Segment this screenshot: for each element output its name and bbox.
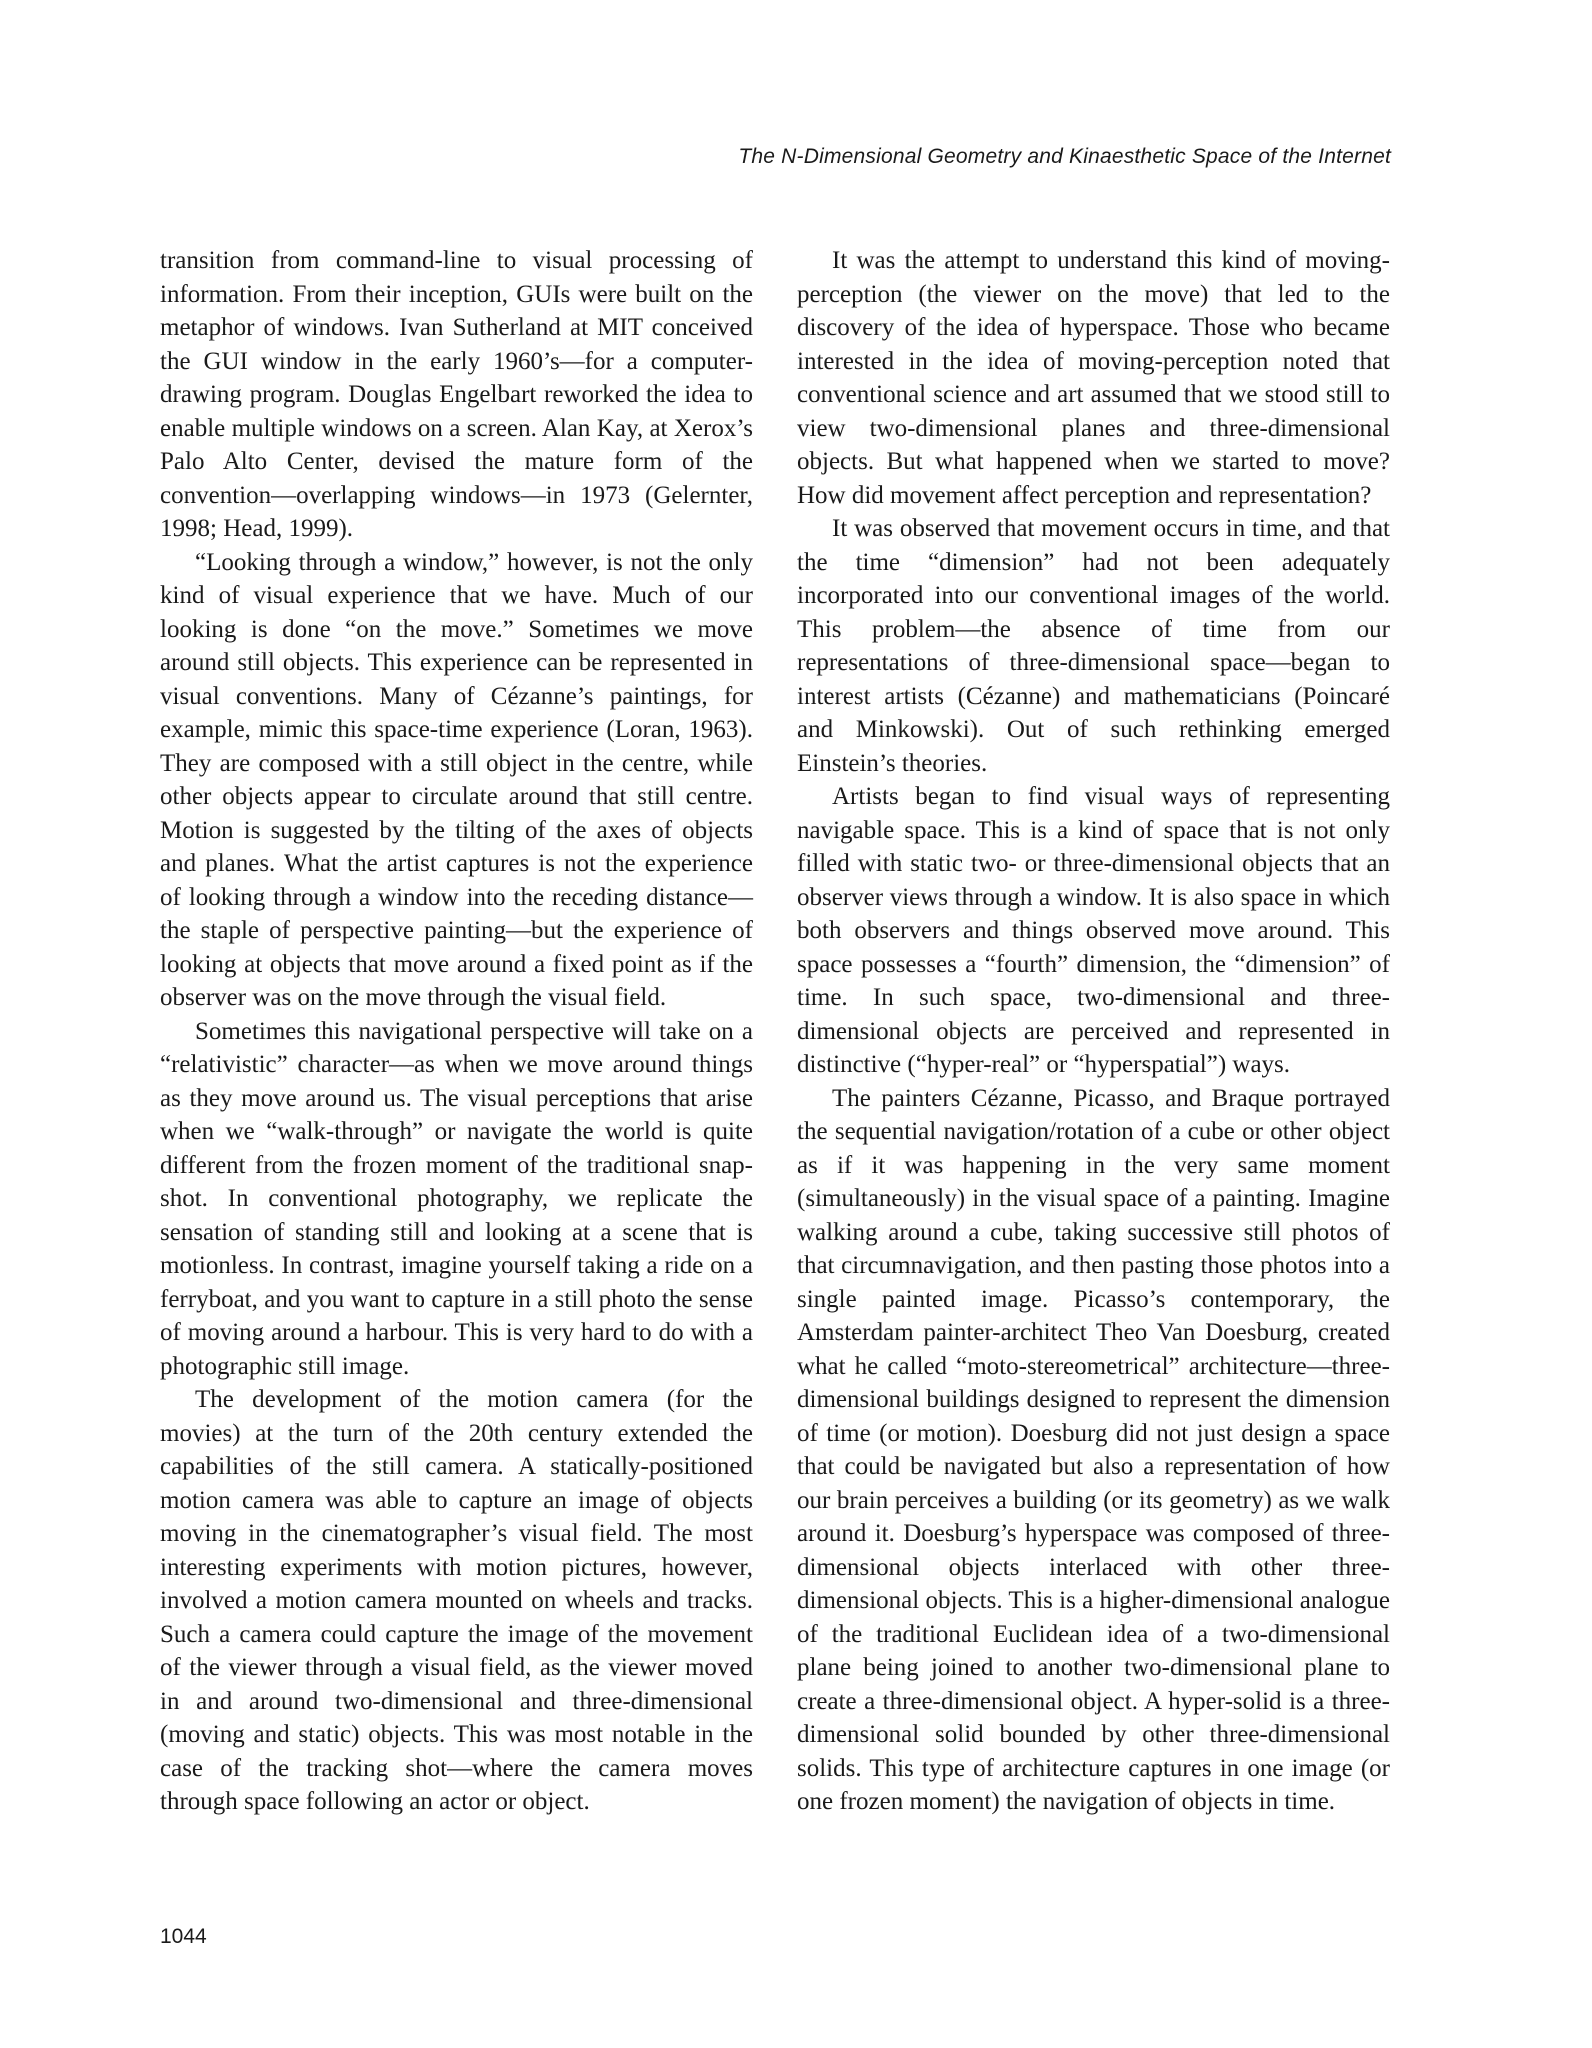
- paragraph: “Looking through a window,” however, is not the only kind of visual experience that we have. Much of our looking is done “on the move.” Sometimes we move around still objects. This experience can be represented in visual conventions. Many of Cézanne’s paintings, for example, mimic this space-time experience (Loran, 1963). They are composed with a still object in the centre, while other objects appear to circulate around that still centre. Motion is suggested by the tilting of the axes of objects and planes. What the artist captures is not the experience of looking through a window into the receding distance—the staple of perspective painting—but the experience of looking at objects that move around a fixed point as if the observer was on the move through the visual field.: [160, 548, 753, 1011]
- paragraph: The painters Cézanne, Picasso, and Braque portrayed the sequential navigation/rotation of a cube or other object as if it was happening in the very same moment (simultaneously) in the visual space of a painting. Imagine walking around a cube, taking successive still photos of that circumnavigation, and then pasting those photos into a single painted image. Picasso’s contemporary, the Amsterdam painter-architect Theo Van Doesburg, created what he called “moto-stereometrical” architecture—three-dimensional buildings designed to represent the dimension of time (or motion). Doesburg did not just design a space that could be navigated but also a representation of how our brain perceives a building (or its geometry) as we walk around it. Doesburg’s hyperspace was composed of three-dimensional objects interlaced with other three-dimensional objects. This is a higher-dimensional analogue of the traditional Euclidean idea of a two-dimensional plane being joined to another two-dimensional plane to create a three-dimensional object. A hyper-solid is a three-dimensional solid bounded by other three-dimensional solids. This type of architecture captures in one image (or one frozen moment) the navigation of objects in time.: [797, 1084, 1390, 1815]
- page-number: 1044: [160, 1925, 207, 1948]
- paragraph: Sometimes this navigational perspective will take on a “relativistic” character—as when we move around things as they move around us. The visual perceptions that arise when we “walk-through” or navigate the world is quite different from the frozen moment of the traditional snap-shot. In conventional photography, we replicate the sensation of standing still and looking at a scene that is motionless. In contrast, imagine yourself taking a ride on a ferryboat, and you want to capture in a still photo the sense of moving around a harbour. This is very hard to do with a photographic still image.: [160, 1017, 753, 1380]
- paragraph: It was the attempt to understand this kind of moving-perception (the viewer on the move) that led to the discovery of the idea of hyperspace. Those who became interested in the idea of moving-perception noted that conventional science and art assumed that we stood still to view two-dimensional planes and three-dimensional objects. But what happened when we started to move? How did movement affect perception and representation?: [797, 247, 1390, 509]
- running-head-title: The N-Dimensional Geometry and Kinaesthetic Space of the Internet: [738, 145, 1391, 168]
- paragraph: The development of the motion camera (for the movies) at the turn of the 20th century extended the capabilities of the still camera. A statically-positioned motion camera was able to capture an image of objects moving in the cinematographer’s visual field. The most interesting experiments with motion pictures, however, involved a motion camera mounted on wheels and tracks. Such a camera could capture the image of the movement of the viewer through a visual field, as the viewer moved in and around two-dimensional and three-dimensional (moving and static) objects. This was most notable in the case of the tracking shot—where the camera moves through space following an actor or object.: [160, 1386, 753, 1815]
- left-column: [160, 244, 753, 1819]
- paragraph: It was observed that movement occurs in time, and that the time “dimension” had not been adequately incorporated into our conventional images of the world. This problem—the absence of time from our representations of three-dimensional space—began to interest artists (Cézanne) and mathematicians (Poincaré and Minkowski). Out of such rethinking emerged Einstein’s theories.: [797, 515, 1390, 777]
- paragraph: Artists began to find visual ways of representing navigable space. This is a kind of space that is not only filled with static two- or three-dimensional objects that an observer views through a window. It is also space in which both observers and things observed move around. This space possesses a “fourth” dimension, the “dimension” of time. In such space, two-dimensional and three-dimensional objects are perceived and represented in distinctive (“hyper-real” or “hyperspatial”) ways.: [797, 783, 1390, 1078]
- paragraph: transition from command-line to visual processing of information. From their inception, GUIs were built on the metaphor of windows. Ivan Sutherland at MIT conceived the GUI window in the early 1960’s—for a computer-drawing program. Douglas Engelbart reworked the idea to enable multiple windows on a screen. Alan Kay, at Xerox’s Palo Alto Center, devised the mature form of the convention—overlapping windows—in 1973 (Gelernter, 1998; Head, 1999).: [160, 247, 753, 542]
- right-column: [797, 244, 1390, 1819]
